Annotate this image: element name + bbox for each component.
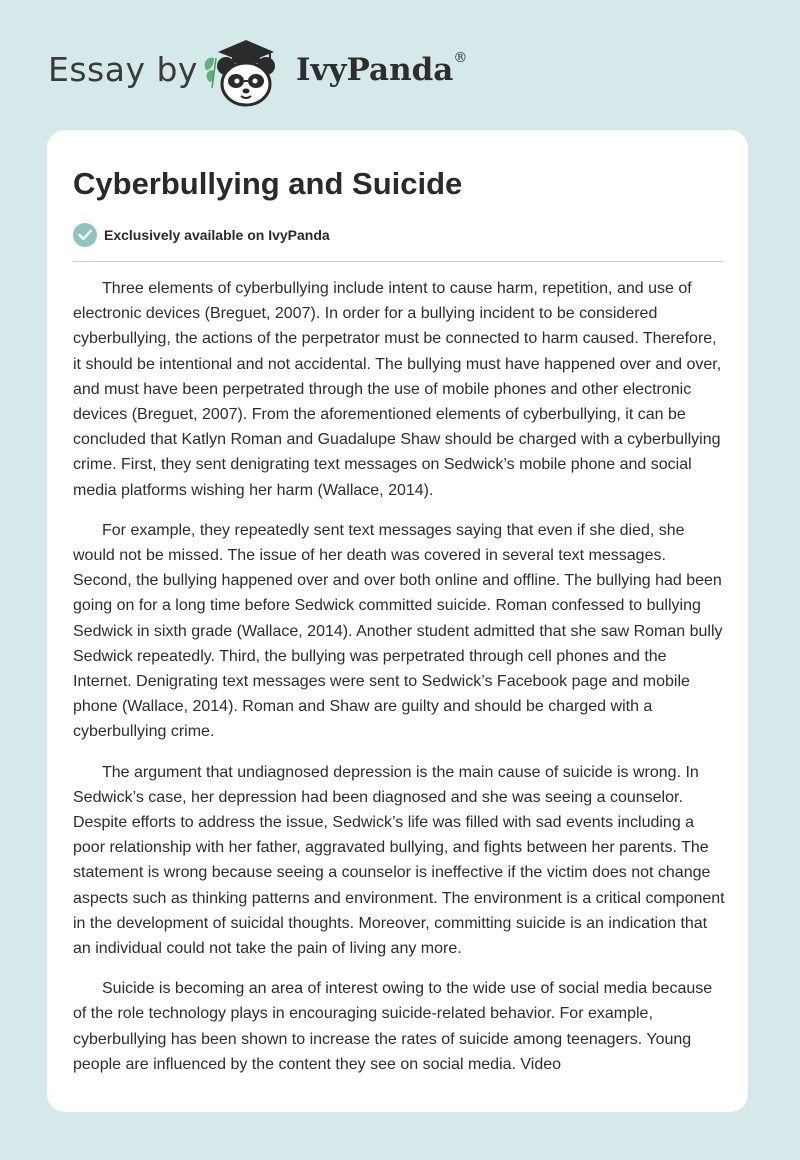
paragraph: Three elements of cyberbullying include intent to cause harm, repetition, and use of electronic devices (Breguet, 2007). In order for a bullying incident to be considered cyberbullying, the actions of the perpetrator must be connected to harm caused. Therefore, it should be intentional and not accidental. The bullying must have happened over and over, and must have been perpetrated through the use of mobile phones and other electronic devices (Breguet, 2007). From the aforementioned elements of cyberbullying, it can be concluded that Katlyn Roman and Guadalupe Shaw should be charged with a cyberbullying crime. First, they sent denigrating text messages on Sedwick’s mobile phone and social media platforms wishing her harm (Wallace, 2014). [73, 280, 722, 499]
check-circle-icon [73, 223, 97, 247]
brand-prefix: Essay by [48, 50, 198, 89]
brand-name-text: IvyPanda [296, 52, 454, 88]
paragraph: Suicide is becoming an area of interest owing to the wide use of social media because of the role technology plays in encouraging suicide-related behavior. For example, cyberbullying has been shown to increase the rates of suicide among teenagers. Young people are influenced by the content they see on social media. Video [73, 980, 713, 1073]
registered-mark: ® [453, 50, 468, 66]
page-title: Cyberbullying and Suicide [73, 166, 463, 201]
paragraph: For example, they repeatedly sent text messages saying that even if she died, she would not be missed. The issue of her death was covered in several text messages. Second, the bullying happened over and over both online and offline. The bullying had been going on for a long time before Sedwick committed suicide. Roman confessed to bullying Sedwick in sixth grade (Wallace, 2014). Another student admitted that she saw Roman bully Sedwick repeatedly. Third, the bullying was perpetrated through cell phones and the Internet. Denigrating text messages were sent to Sedwick’s Facebook page and mobile phone (Wallace, 2014). Roman and Shaw are guilty and should be charged with a cyberbullying crime. [73, 521, 723, 741]
panda-logo-icon[interactable] [200, 36, 292, 108]
site-header [0, 0, 800, 120]
essay-card [47, 130, 748, 1112]
exclusive-badge [73, 222, 330, 248]
badge-label: Exclusively available on IvyPanda [104, 227, 330, 243]
brand-name[interactable] [296, 52, 467, 88]
paragraph: The argument that undiagnosed depression is the main cause of suicide is wrong. In Sedwick’s case, her depression had been diagnosed and she was seeing a counselor. Despite efforts to address the issue, Sedwick’s life was filled with sad events including a poor relationship with her father, aggravated bullying, and fights between her parents. The statement is wrong because seeing a counselor is ineffective if the victim does not change aspects such as thinking patterns and environment. The environment is a critical component in the development of suicidal thoughts. Moreover, committing suicide is an indication that an individual could not take the pain of living any more. [73, 763, 725, 958]
divider [73, 261, 723, 262]
essay-body [73, 276, 725, 1092]
